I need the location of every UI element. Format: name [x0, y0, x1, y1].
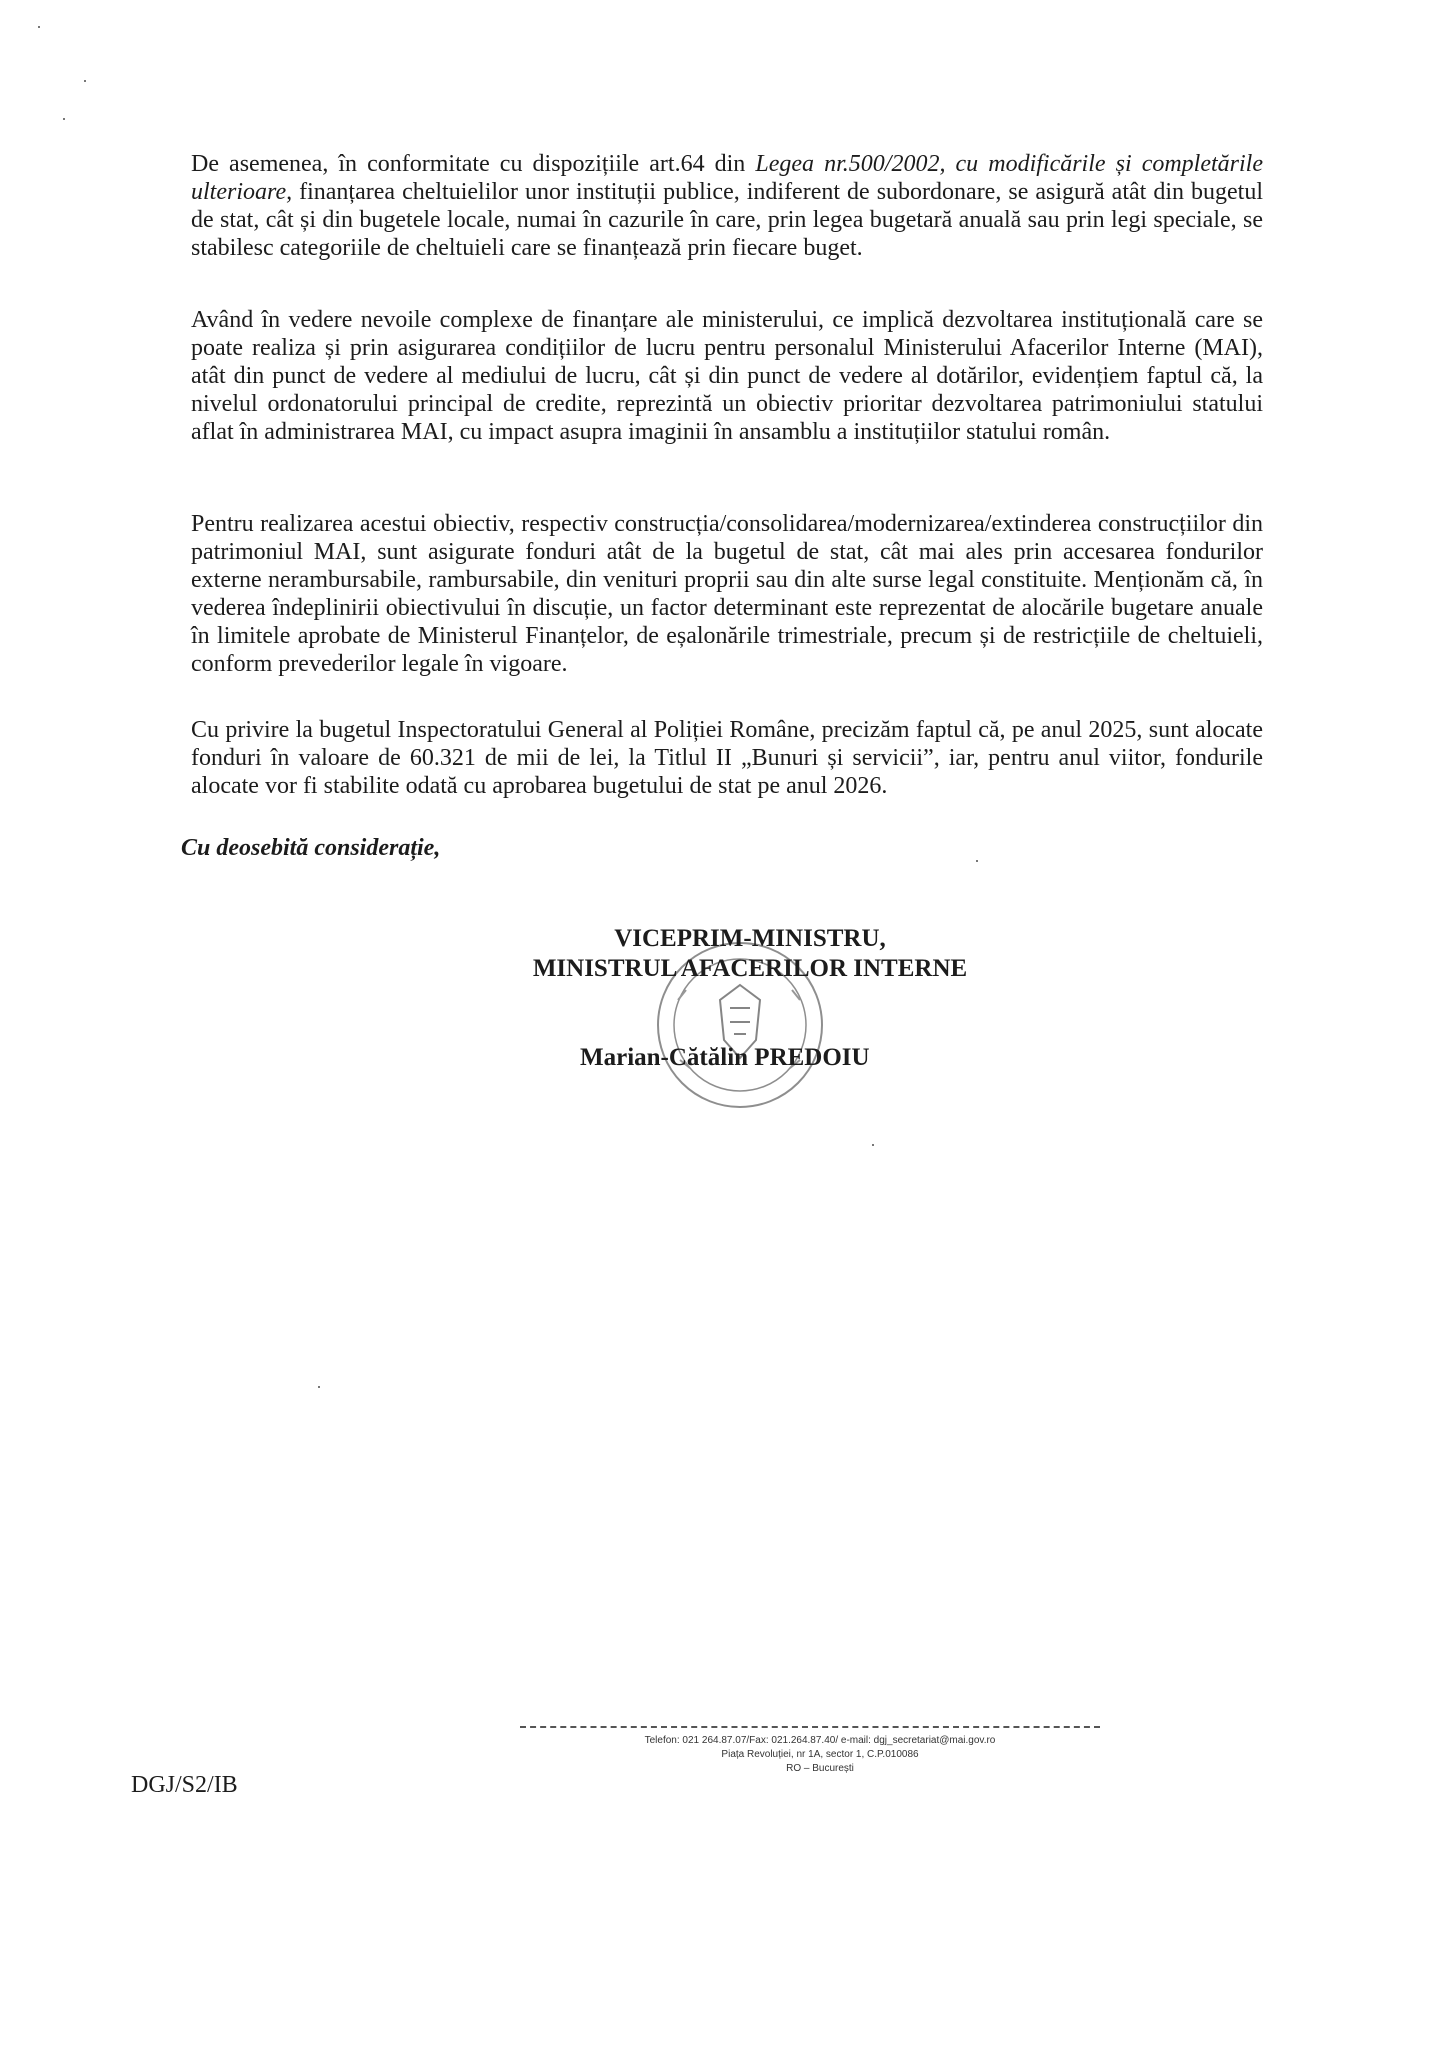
- paragraph-lead: De asemenea, în conformitate cu dispozițiile art.64 din: [191, 151, 756, 177]
- document-reference: DGJ/S2/IB: [131, 1772, 238, 1798]
- scan-speck: [38, 26, 40, 28]
- scan-speck: [872, 1144, 874, 1146]
- scan-speck: [976, 860, 978, 862]
- closing-formula: Cu deosebită considerație,: [181, 835, 441, 861]
- footer-address-line: Piața Revoluției, nr 1A, sector 1, C.P.010086: [721, 1749, 919, 1760]
- signature-block: [500, 924, 1000, 984]
- signatory-name: Marian-Cătălin PREDOIU: [580, 1044, 870, 1071]
- law-reference: Legea nr.500/2002, cu modificările și completările ulterioare,: [191, 151, 1263, 205]
- footer-divider: [520, 1726, 1100, 1728]
- paragraph-budget: Cu privire la bugetul Inspectoratului General al Poliției Române, precizăm faptul că, pe anul 2025, sunt alocate fonduri în valoare de 60.321 de mii de lei, la Titlul II „Bunuri și servicii”, iar, pentru anul viitor, fondurile alocate vor fi stabilite odată cu aprobarea bugetului de stat pe anul 2026.: [191, 717, 1263, 799]
- paragraph-financing-needs: Având în vedere nevoile complexe de finanțare ale ministerului, ce implică dezvoltarea instituțională care se poate realiza și prin asigurarea condițiilor de lucru pentru personalul Ministerului Afacerilor Interne (MAI), atât din punct de vedere al mediului de lucru, cât și din punct de vedere al dotărilor, evidențiem faptul că, la nivelul ordonatorului principal de credite, reprezintă un obiectiv prioritar dezvoltarea patrimoniului statului aflat în administrarea MAI, cu impact asupra imaginii în ansamblu a instituțiilor statului român.: [191, 307, 1263, 445]
- scan-speck: [318, 1386, 320, 1388]
- footer-contact: [560, 1734, 1080, 1776]
- footer-city-line: RO – București: [786, 1763, 854, 1774]
- signatory-title-line1: VICEPRIM-MINISTRU,: [614, 925, 886, 952]
- paragraph-legal-basis: [191, 150, 1263, 262]
- paragraph-rest: finanțarea cheltuielilor unor instituții publice, indiferent de subordonare, se asigură atât din bugetul de stat, cât și din bugetele locale, numai în cazurile în care, prin legea bugetară anuală sau prin legi speciale, se stabilesc categoriile de cheltuieli care se finanțează prin fiecare buget.: [191, 179, 1263, 261]
- paragraph-objective: Pentru realizarea acestui obiectiv, respectiv construcția/consolidarea/modernizarea/extinderea construcțiilor din patrimoniul MAI, sunt asigurate fonduri atât de la bugetul de stat, cât mai ales prin accesarea fondurilor externe nerambursabile, rambursabile, din venituri proprii sau din alte surse legal constituite. Menționăm că, în vederea îndeplinirii obiectivului în discuție, un factor determinant este reprezentat de alocările bugetare anuale în limitele aprobate de Ministerul Finanțelor, de eșalonările trimestriale, precum și de restricțiile de cheltuieli, conform prevederilor legale în vigoare.: [191, 511, 1263, 677]
- signatory-title-line2: MINISTRUL AFACERILOR INTERNE: [532, 955, 968, 982]
- scan-speck: [63, 118, 65, 120]
- scan-speck: [84, 80, 86, 82]
- footer-phone-line: Telefon: 021 264.87.07/Fax: 021.264.87.40/ e-mail: dgj_secretariat@mai.gov.ro: [644, 1735, 996, 1746]
